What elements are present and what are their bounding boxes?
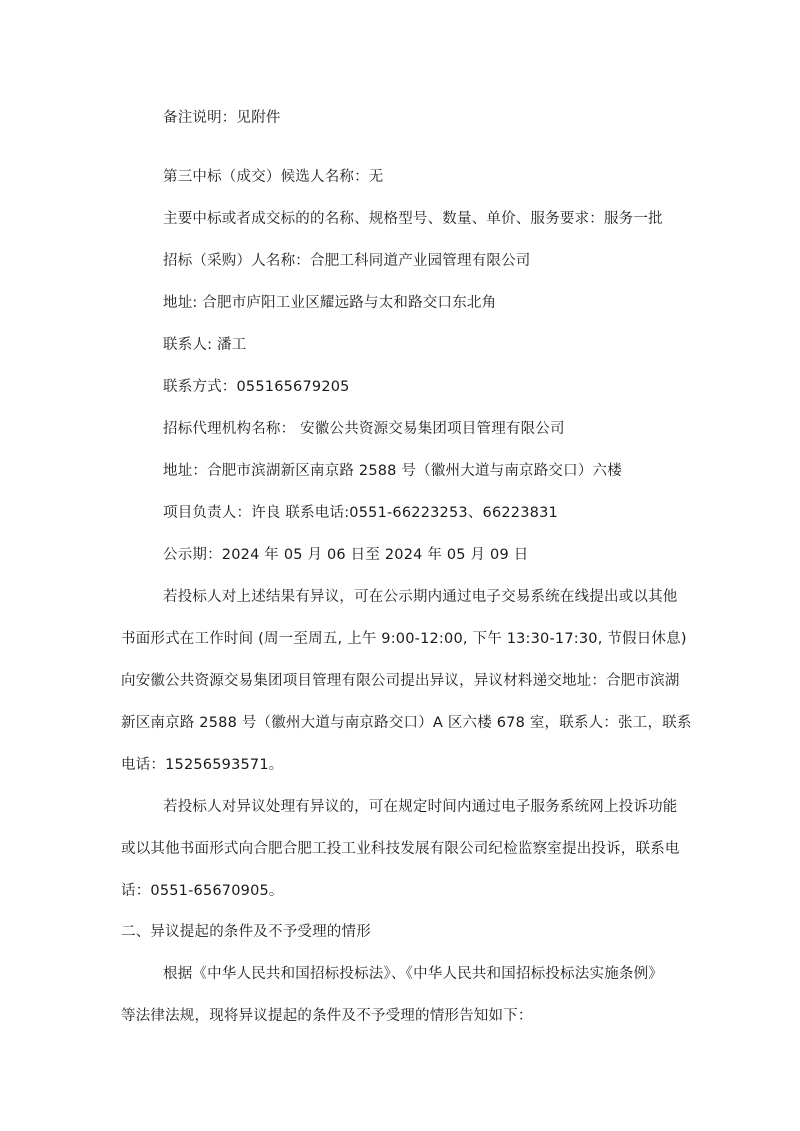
complaint-paragraph-line: 或以其他书面形式向合肥合肥工投工业科技发展有限公司纪检监察室提出投诉，联系电 [121, 841, 680, 857]
purchaser-name-line: 招标（采购）人名称：合肥工科同道产业园管理有限公司 [163, 253, 531, 269]
legal-basis-paragraph-line: 等法律法规，现将异议提起的条件及不予受理的情形告知如下： [121, 1008, 533, 1024]
remark-line: 备注说明：见附件 [163, 110, 281, 126]
objection-paragraph-line: 向安徽公共资源交易集团项目管理有限公司提出异议，异议材料递交地址：合肥市滨湖 [121, 673, 680, 689]
purchaser-phone-line: 联系方式：055165679205 [163, 379, 350, 395]
objection-paragraph-line: 书面形式在工作时间 (周一至周五, 上午 9:00-12:00, 下午 13:30-17:30, 节假日休息) [121, 631, 687, 647]
publicity-period-line: 公示期：2024 年 05 月 06 日至 2024 年 05 月 09 日 [163, 547, 529, 563]
third-candidate-line: 第三中标（成交）候选人名称：无 [163, 169, 384, 185]
objection-paragraph-line: 电话：15256593571。 [121, 757, 284, 773]
complaint-paragraph-line: 话：0551-65670905。 [121, 883, 284, 899]
agency-address-line: 地址：合肥市滨湖新区南京路 2588 号（徽州大道与南京路交口）六楼 [163, 463, 622, 479]
main-subject-line: 主要中标或者成交标的的名称、规格型号、数量、单价、服务要求：服务一批 [163, 211, 663, 227]
section-heading: 二、异议提起的条件及不予受理的情形 [121, 924, 371, 940]
complaint-paragraph-line: 若投标人对异议处理有异议的，可在规定时间内通过电子服务系统网上投诉功能 [163, 799, 678, 815]
agency-name-line: 招标代理机构名称： 安徽公共资源交易集团项目管理有限公司 [163, 421, 565, 437]
purchaser-contact-line: 联系人: 潘工 [163, 337, 247, 353]
legal-basis-paragraph-line: 根据《中华人民共和国招标投标法》、《中华人民共和国招标投标法实施条例》 [163, 966, 663, 982]
objection-paragraph-line: 若投标人对上述结果有异议，可在公示期内通过电子交易系统在线提出或以其他 [163, 589, 678, 605]
objection-paragraph-line: 新区南京路 2588 号（徽州大道与南京路交口）A 区六楼 678 室，联系人：张工，联系 [121, 715, 692, 731]
project-manager-line: 项目负责人：许良 联系电话:0551-66223253、66223831 [163, 505, 558, 521]
purchaser-address-line: 地址: 合肥市庐阳工业区耀远路与太和路交口东北角 [163, 295, 497, 311]
